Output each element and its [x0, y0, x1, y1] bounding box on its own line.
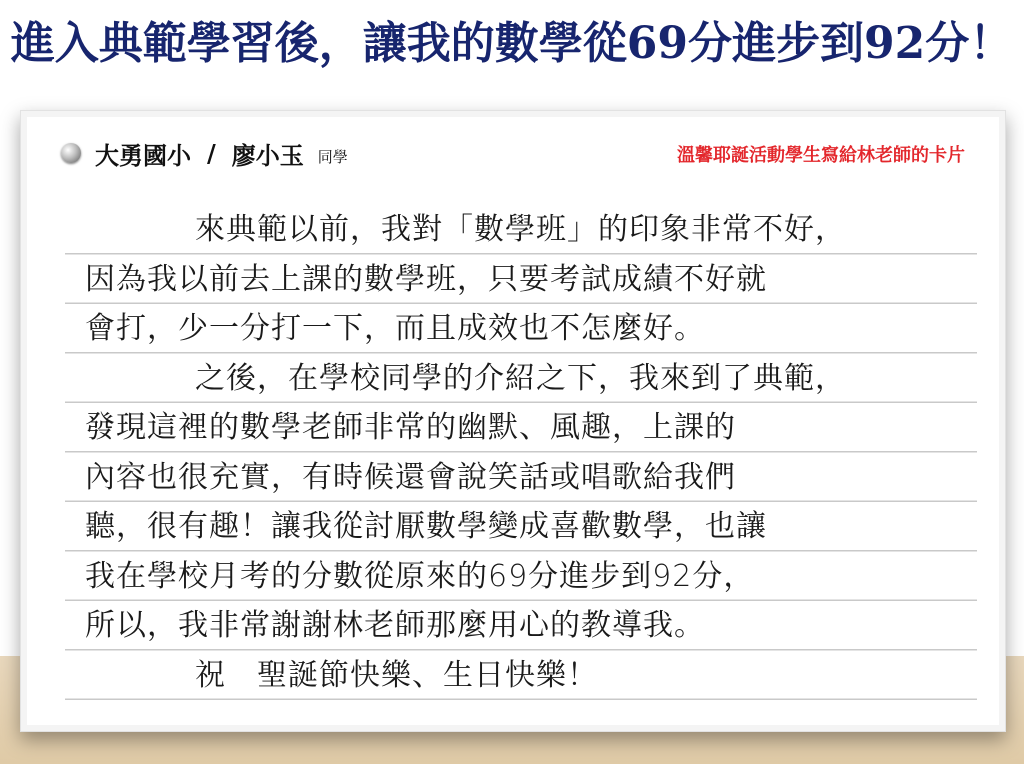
letter-line: 聽，很有趣！讓我從討厭數學變成喜歡數學，也讓	[85, 509, 767, 544]
letter-card	[20, 110, 1006, 732]
letter-line: 之後，在學校同學的介紹之下，我來到了典範，	[195, 360, 846, 396]
handwritten-letter	[65, 205, 977, 705]
bullet-icon	[61, 143, 81, 163]
page-headline: 進入典範學習後，讓我的數學從69分進步到92分！	[10, 18, 1014, 69]
letter-line: 內容也很充實，有時候還會說笑話或唱歌給我們	[85, 459, 736, 495]
letter-line: 我在學校月考的分數從原來的69分進步到92分，	[85, 558, 755, 594]
student-suffix: 同學	[317, 147, 348, 166]
author-row	[61, 133, 348, 173]
card-caption: 溫馨耶誕活動學生寫給林老師的卡片	[677, 145, 965, 166]
letter-line: 發現這裡的數學老師非常的幽默、風趣，上課的	[85, 410, 736, 445]
author-separator: /	[207, 138, 216, 168]
letter-line: 所以，我非常謝謝林老師那麼用心的教導我。	[85, 608, 705, 643]
student-name: 廖小玉	[231, 140, 304, 170]
letter-line: 因為我以前去上課的數學班，只要考試成績不好就	[85, 261, 767, 297]
school-name: 大勇國小	[95, 140, 191, 170]
letter-line: 祝 聖誕節快樂、生日快樂！	[195, 657, 598, 693]
letter-line: 會打，少一分打一下，而且成效也不怎麼好。	[85, 311, 705, 346]
letter-line: 來典範以前，我對「數學班」的印象非常不好，	[195, 212, 846, 247]
